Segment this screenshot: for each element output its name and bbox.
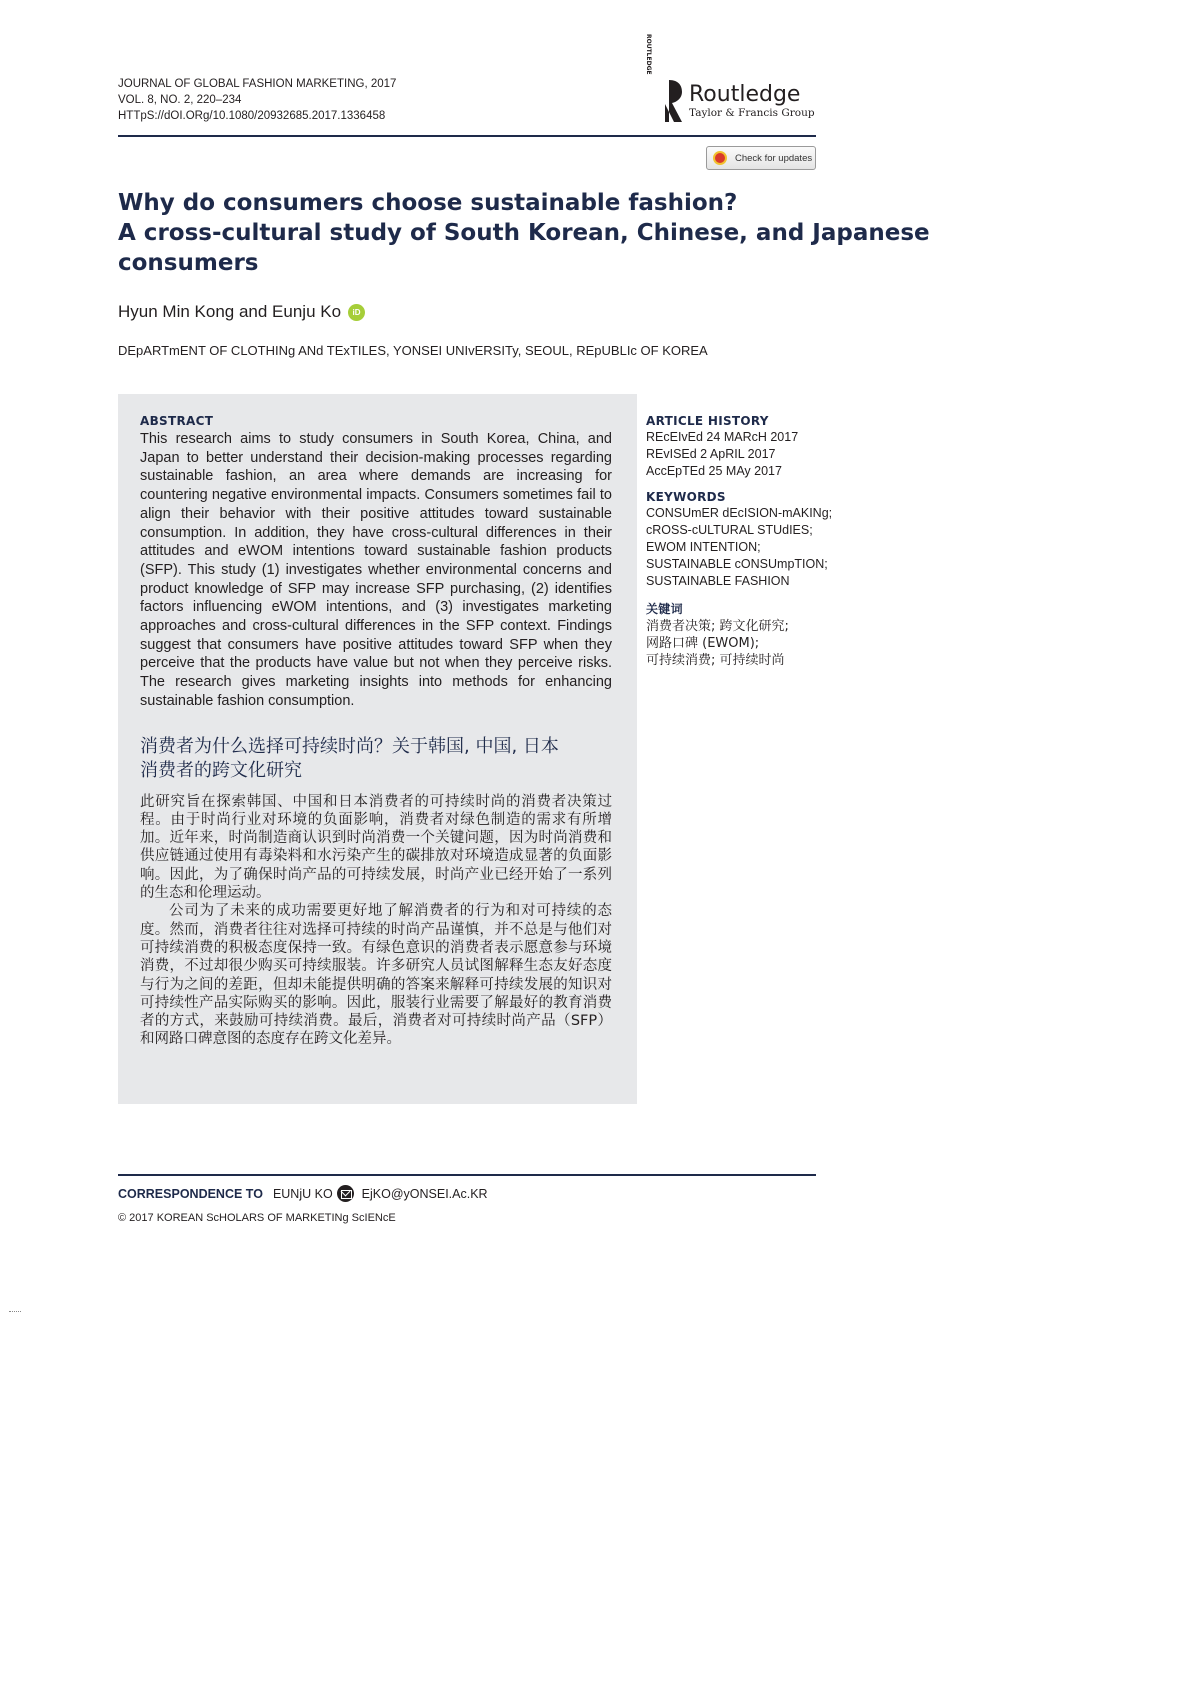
title-line: consumers (118, 250, 259, 276)
publisher-mark-text: ROUTLEDGE (645, 34, 652, 75)
chinese-title-line: 消费者的跨文化研究 (140, 759, 302, 781)
journal-info (118, 76, 396, 124)
correspondence-name: EUNjU KO (272, 1186, 333, 1201)
correspondence-label: CORRESPONDENCE TO (118, 1186, 263, 1201)
keywords-chinese-line: 可持续消费; 可持续时尚 (646, 653, 785, 668)
accepted-date: AccEpTEd 25 MAy 2017 (646, 464, 782, 478)
keywords-text: CONSUmER dEcISION-mAKINg; cROSS-cULTURAL STUdIES; EWOM INTENTION; SUSTAINABLE cONSUmpTION; SUSTAINABLE FASHION (646, 506, 833, 588)
affiliation: DEpARTmENT OF CLOTHINg ANd TExTILES, YONSEI UNIvERSITy, SEOUL, REpUBLIc OF KOREA (118, 343, 708, 358)
abstract-box (118, 394, 637, 1104)
keywords-chinese-heading: 关键词 (646, 602, 683, 616)
keywords-heading: KEYWORDS (646, 490, 726, 504)
abstract-heading: ABSTRACT (140, 414, 214, 428)
chinese-abstract (140, 793, 612, 1049)
article-history-heading: ARTICLE HISTORY (646, 414, 769, 428)
correspondence-email[interactable]: EjKO@yONSEI.Ac.KR (361, 1186, 488, 1201)
revised-date: REvISEd 2 ApRIL 2017 (646, 447, 776, 461)
authors (118, 302, 365, 322)
chinese-paragraph: 公司为了未来的成功需要更好地了解消费者的行为和对可持续的态度。然而，消费者往往对选择可持续的时尚产品谨慎，并不总是与他们对可持续消费的积极态度保持一致。有绿色意识的消费者表示愿意参与环境消费，不过却很少购买可持续服装。许多研究人员试图解释生态友好态度与行为之间的差距，但却未能提供明确的答案来解释可持续发展的知识对可持续性产品实际购买的影响。因此，服装行业需要了解最好的教育消费者的方式，来鼓励可持续消费。最后，消费者对可持续时尚产品（SFP）和网路口碑意图的态度存在跨文化差异。 (140, 903, 612, 1048)
routledge-logo-icon (645, 34, 683, 124)
journal-volume: VOL. 8, NO. 2, 220–234 (118, 94, 242, 106)
publisher-subtitle: Taylor & Francis Group (689, 106, 815, 119)
publisher-name: Routledge (689, 81, 801, 107)
abstract-content (140, 414, 612, 1049)
copyright: © 2017 KOREAN ScHOLARS OF MARKETINg ScIENcE (118, 1212, 396, 1224)
orcid-icon[interactable]: iD (348, 304, 365, 321)
title-line: A cross-cultural study of South Korean, Chinese, and Japanese (118, 220, 930, 246)
publisher-text (689, 83, 815, 120)
keywords (646, 490, 846, 590)
journal-name: JOURNAL OF GLOBAL FASHION MARKETING, 2017 (118, 78, 397, 90)
keywords-chinese-line: 网路口碑 (EWOM); (646, 636, 760, 651)
check-for-updates-label: Check for updates (735, 152, 813, 164)
publisher-logo (645, 34, 820, 124)
keywords-chinese (646, 600, 846, 669)
article-title (118, 188, 930, 278)
chinese-title (140, 735, 612, 783)
footer-divider (118, 1174, 816, 1176)
received-date: REcEIvEd 24 MARcH 2017 (646, 430, 799, 444)
keywords-chinese-line: 消费者决策; 跨文化研究; (646, 619, 789, 634)
mail-icon[interactable] (337, 1185, 354, 1202)
margin-mark (9, 1311, 21, 1312)
title-line: Why do consumers choose sustainable fashion? (118, 190, 738, 216)
article-history (646, 414, 846, 480)
journal-doi-link[interactable]: HTTpS://dOI.ORg/10.1080/20932685.2017.1336458 (118, 110, 386, 122)
crossmark-icon (713, 151, 727, 165)
article-sidebar (646, 414, 846, 679)
chinese-title-line: 消费者为什么选择可持续时尚？关于韩国, 中国, 日本 (140, 735, 559, 757)
header-divider (118, 135, 816, 137)
chinese-paragraph: 此研究旨在探索韩国、中国和日本消费者的可持续时尚的消费者决策过程。由于时尚行业对环境的负面影响，消费者对绿色制造的需求有所增加。近年来，时尚制造商认识到时尚消费一个关键问题，因为时尚消费和供应链通过使用有毒染料和水污染产生的碳排放对环境造成显著的负面影响。因此，为了确保时尚产品的可持续发展，时尚产业已经开始了一系列的生态和伦理运动。 (140, 793, 612, 902)
check-for-updates-button[interactable] (706, 146, 816, 170)
correspondence (118, 1185, 488, 1202)
author-names: Hyun Min Kong and Eunju Ko (118, 302, 342, 321)
abstract-text: This research aims to study consumers in South Korea, China, and Japan to better understand their decision-making processes regarding sustainable fashion, an area where demands are increasing for countering negative environmental impacts. Consumers sometimes fail to align their behavior with their positive attitudes toward sustainable consumption. In addition, they have cross-cultural differences in their attitudes and eWOM intentions toward sustainable fashion products (SFP). This study (1) investigates whether environmental concerns and product knowledge of SFP may increase SFP purchasing, (2) identifies factors influencing eWOM intentions, and (3) investigates marketing approaches and cross-cultural differences in the SFP context. Findings suggest that consumers have positive attitudes toward SFP when they perceive that the products have value but not when they perceive risks. The research gives marketing insights into methods for enhancing sustainable fashion consumption. (140, 431, 612, 709)
